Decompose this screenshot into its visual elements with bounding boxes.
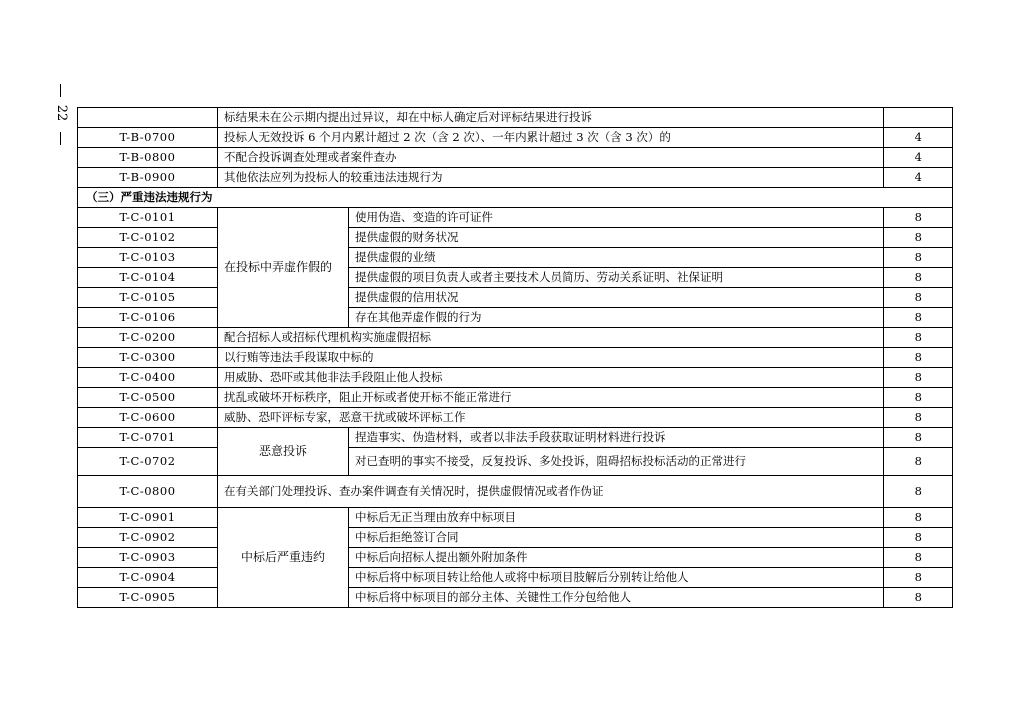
score-cell: 8 — [884, 308, 953, 328]
page-number-text: 22 — [54, 104, 69, 122]
desc-cell: 中标后向招标人提出额外附加条件 — [349, 548, 884, 568]
code-cell: T-C-0701 — [78, 428, 218, 448]
section-heading-row — [78, 188, 953, 208]
desc-cell: 投标人无效投诉 6 个月内累计超过 2 次（含 2 次）、一年内累计超过 3 次（含 3 次）的 — [218, 128, 884, 148]
desc-cell: 提供虚假的项目负责人或者主要技术人员简历、劳动关系证明、社保证明 — [349, 268, 884, 288]
table-row — [78, 248, 953, 268]
group-label-breach: 中标后严重违约 — [218, 508, 349, 608]
score-cell: 8 — [884, 288, 953, 308]
desc-cell: 以行贿等违法手段谋取中标的 — [218, 348, 884, 368]
score-cell: 8 — [884, 388, 953, 408]
score-cell: 8 — [884, 348, 953, 368]
score-cell: 8 — [884, 508, 953, 528]
code-cell: T-C-0104 — [78, 268, 218, 288]
code-cell: T-B-0700 — [78, 128, 218, 148]
code-cell: T-B-0900 — [78, 168, 218, 188]
code-cell: T-C-0101 — [78, 208, 218, 228]
table-row — [78, 328, 953, 348]
score-cell: 8 — [884, 428, 953, 448]
code-cell: T-C-0106 — [78, 308, 218, 328]
group-label-complaint: 恶意投诉 — [218, 428, 349, 476]
desc-cell: 提供虚假的业绩 — [349, 248, 884, 268]
desc-cell: 中标后无正当理由放弃中标项目 — [349, 508, 884, 528]
table-row — [78, 308, 953, 328]
violation-score-table — [77, 107, 953, 608]
desc-cell: 中标后拒绝签订合同 — [349, 528, 884, 548]
desc-cell: 威胁、恐吓评标专家，恶意干扰或破坏评标工作 — [218, 408, 884, 428]
score-cell: 8 — [884, 528, 953, 548]
code-cell: T-C-0105 — [78, 288, 218, 308]
desc-cell: 对已查明的事实不接受，反复投诉、多处投诉，阻碍招标投标活动的正常进行 — [349, 448, 884, 476]
desc-cell: 不配合投诉调查处理或者案件查办 — [218, 148, 884, 168]
table-row — [78, 388, 953, 408]
table-row — [78, 508, 953, 528]
code-cell: T-C-0400 — [78, 368, 218, 388]
table-row — [78, 108, 953, 128]
code-cell: T-C-0903 — [78, 548, 218, 568]
desc-cell: 提供虚假的财务状况 — [349, 228, 884, 248]
code-cell: T-C-0600 — [78, 408, 218, 428]
table-row — [78, 168, 953, 188]
code-cell: T-C-0300 — [78, 348, 218, 368]
table-row — [78, 428, 953, 448]
score-cell: 8 — [884, 228, 953, 248]
section-heading: （三）严重违法违规行为 — [78, 188, 953, 208]
group-label-fraud: 在投标中弄虚作假的 — [218, 208, 349, 328]
score-cell — [884, 108, 953, 128]
code-cell — [78, 108, 218, 128]
desc-cell: 在有关部门处理投诉、查办案件调查有关情况时，提供虚假情况或者作伪证 — [218, 476, 884, 508]
table-row — [78, 288, 953, 308]
code-cell: T-C-0102 — [78, 228, 218, 248]
table-row — [78, 476, 953, 508]
score-cell: 8 — [884, 548, 953, 568]
table-row — [78, 268, 953, 288]
score-cell: 4 — [884, 168, 953, 188]
score-cell: 8 — [884, 268, 953, 288]
score-cell: 8 — [884, 368, 953, 388]
score-cell: 4 — [884, 148, 953, 168]
code-cell: T-C-0901 — [78, 508, 218, 528]
table-row — [78, 368, 953, 388]
code-cell: T-C-0103 — [78, 248, 218, 268]
score-cell: 8 — [884, 408, 953, 428]
score-cell: 8 — [884, 328, 953, 348]
table-row — [78, 448, 953, 476]
code-cell: T-C-0200 — [78, 328, 218, 348]
table-row — [78, 408, 953, 428]
table-row — [78, 528, 953, 548]
score-cell: 8 — [884, 568, 953, 588]
desc-cell: 使用伪造、变造的许可证件 — [349, 208, 884, 228]
score-cell: 8 — [884, 248, 953, 268]
table-row — [78, 348, 953, 368]
code-cell: T-C-0500 — [78, 388, 218, 408]
desc-cell: 配合招标人或招标代理机构实施虚假招标 — [218, 328, 884, 348]
table-row — [78, 548, 953, 568]
desc-cell: 捏造事实、伪造材料，或者以非法手段获取证明材料进行投诉 — [349, 428, 884, 448]
code-cell: T-C-0800 — [78, 476, 218, 508]
page-number-dash-top — [60, 84, 61, 97]
desc-cell: 提供虚假的信用状况 — [349, 288, 884, 308]
desc-cell: 存在其他弄虚作假的行为 — [349, 308, 884, 328]
table-row — [78, 208, 953, 228]
desc-cell: 用威胁、恐吓或其他非法手段阻止他人投标 — [218, 368, 884, 388]
code-cell: T-C-0904 — [78, 568, 218, 588]
table-row — [78, 568, 953, 588]
score-cell: 8 — [884, 208, 953, 228]
table-row — [78, 148, 953, 168]
table-row — [78, 228, 953, 248]
table-row — [78, 588, 953, 608]
code-cell: T-C-0902 — [78, 528, 218, 548]
score-cell: 8 — [884, 588, 953, 608]
code-cell: T-C-0905 — [78, 588, 218, 608]
table-row — [78, 128, 953, 148]
code-cell: T-C-0702 — [78, 448, 218, 476]
desc-cell: 标结果未在公示期内提出过异议，却在中标人确定后对评标结果进行投诉 — [218, 108, 884, 128]
desc-cell: 其他依法应列为投标人的较重违法违规行为 — [218, 168, 884, 188]
score-cell: 8 — [884, 448, 953, 476]
page-number — [51, 84, 71, 144]
score-cell: 4 — [884, 128, 953, 148]
desc-cell: 扰乱或破坏开标秩序，阻止开标或者使开标不能正常进行 — [218, 388, 884, 408]
desc-cell: 中标后将中标项目的部分主体、关键性工作分包给他人 — [349, 588, 884, 608]
code-cell: T-B-0800 — [78, 148, 218, 168]
page-number-dash-bottom — [60, 132, 61, 145]
score-cell: 8 — [884, 476, 953, 508]
desc-cell: 中标后将中标项目转让给他人或将中标项目肢解后分别转让给他人 — [349, 568, 884, 588]
